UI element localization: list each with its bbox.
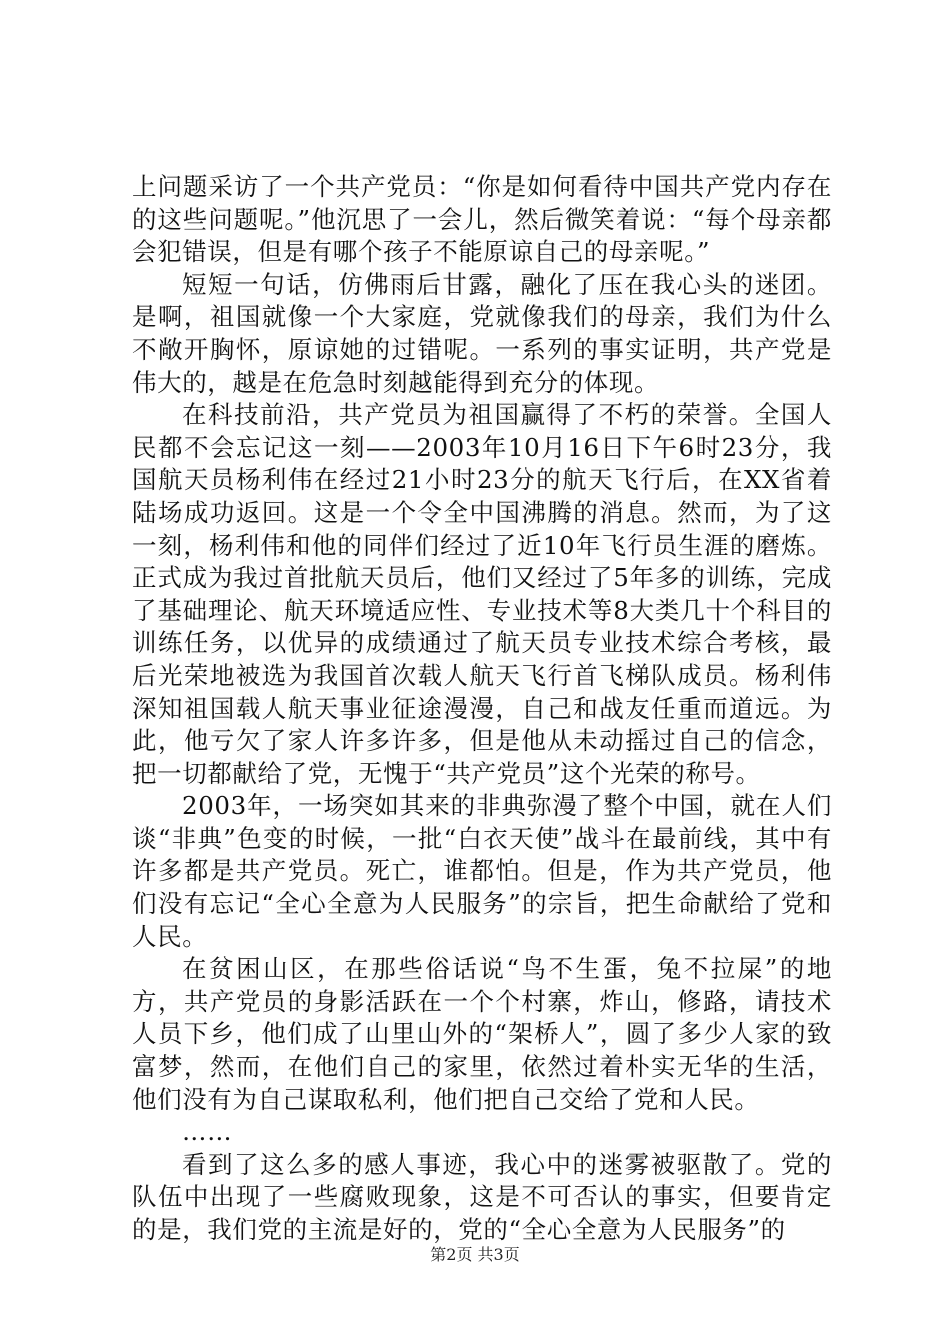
paragraph-1: 上问题采访了一个共产党员：“你是如何看待中国共产党内存在的这些问题呢。”他沉思了一会儿，然后微笑着说：“每个母亲都会犯错误，但是有哪个孩子不能原谅自己的母亲呢。” (132, 172, 832, 267)
paragraph-6: 看到了这么多的感人事迹，我心中的迷雾被驱散了。党的队伍中出现了一些腐败现象，这是不可否认的事实，但要肯定的是，我们党的主流是好的，党的“全心全意为人民服务”的 (132, 1149, 832, 1244)
paragraph-5: 在贫困山区，在那些俗话说“鸟不生蛋，兔不拉屎”的地方，共产党员的身影活跃在一个个村寨，炸山，修路，请技术人员下乡，他们成了山里山外的“架桥人”，圆了多少人家的致富梦，然而，在他们自己的家里，依然过着朴实无华的生活，他们没有为自己谋取私利，他们把自己交给了党和人民。 (132, 954, 832, 1114)
paragraph-2: 短短一句话，仿佛雨后甘露，融化了压在我心头的迷团。是啊，祖国就像一个大家庭，党就像我们的母亲，我们为什么不敞开胸怀，原谅她的过错呢。一系列的事实证明，共产党是伟大的，越是在危急时刻越能得到充分的体现。 (132, 269, 832, 397)
ellipsis-line: …… (182, 1117, 233, 1147)
paragraph-3: 在科技前沿，共产党员为祖国赢得了不朽的荣誉。全国人民都不会忘记这一刻——2003年10月16日下午6时23分，我国航天员杨利伟在经过21小时23分的航天飞行后，在XX省着陆场成功返回。这是一个令全中国沸腾的消息。然而，为了这一刻，杨利伟和他的同伴们经过了近10年飞行员生涯的磨炼。正式成为我过首批航天员后，他们又经过了5年多的训练，完成了基础理论、航天环境适应性、专业技术等8大类几十个科目的训练任务，以优异的成绩通过了航天员专业技术综合考核，最后光荣地被选为我国首次载人航天飞行首飞梯队成员。杨利伟深知祖国载人航天事业征途漫漫，自己和战友任重而道远。为此，他亏欠了家人许多许多，但是他从未动摇过自己的信念，把一切都献给了党，无愧于“共产党员”这个光荣的称号。 (132, 400, 832, 788)
paragraph-4: 2003年，一场突如其来的非典弥漫了整个中国，就在人们谈“非典”色变的时候，一批“白衣天使”战斗在最前线，其中有许多都是共产党员。死亡，谁都怕。但是，作为共产党员，他们没有忘记“全心全意为人民服务”的宗旨，把生命献给了党和人民。 (132, 791, 832, 951)
document-body (132, 171, 832, 1247)
page-footer: 第2页 共3页 (430, 1245, 520, 1264)
